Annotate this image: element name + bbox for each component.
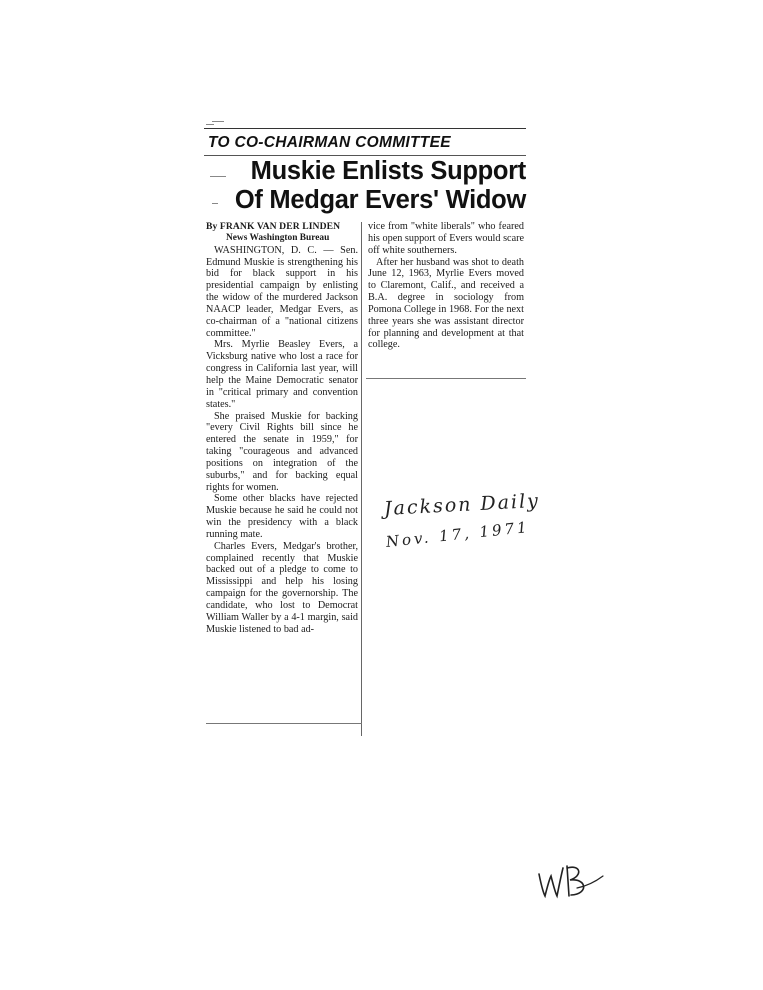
scan-speck: [210, 176, 226, 177]
paragraph: She praised Muskie for backing "every Civil Rights bill since he entered the senate in 1959," for taking "courageous and advanced positions on integration of the suburbs," and for backing equal rights for women.: [206, 410, 358, 493]
paragraph: WASHINGTON, D. C. — Sen. Edmund Muskie is strengthening his bid for black support in his presidential campaign by enlisting the widow of the murdered Jackson NAACP leader, Medgar Evers, as co-chairman of a "national citizens committee.": [206, 244, 358, 339]
kicker-rule: [204, 155, 526, 156]
scan-speck: [206, 124, 214, 125]
column-end-rule: [366, 378, 526, 379]
scan-speck: [212, 121, 224, 122]
byline: By FRANK VAN DER LINDEN: [206, 221, 341, 232]
handwritten-date-note: Nov. 17, 1971: [385, 517, 531, 551]
handwritten-initials-signature: [537, 862, 607, 902]
paragraph: Mrs. Myrlie Beasley Evers, a Vicksburg native who lost a race for congress in California last year, will help the Maine Democratic senator in "critical primary and convention states.": [206, 339, 358, 410]
paragraph: Charles Evers, Medgar's brother, complained recently that Muskie backed out of a pledge to come to Mississippi and help his losing campaign for the governorship. The candidate, who lost to Democrat William Waller by a 4-1 margin, said Muskie listened to bad ad-: [206, 540, 358, 635]
headline: [204, 157, 526, 215]
paragraph: vice from "white liberals" who feared his open support of Evers would scare off white southerners.: [368, 221, 524, 256]
top-rule: [204, 128, 526, 129]
headline-line-1: Muskie Enlists Support: [250, 157, 526, 185]
kicker-heading: TO CO-CHAIRMAN COMMITTEE: [208, 134, 451, 151]
bottom-rule: [206, 723, 362, 724]
article-column-1: [206, 221, 358, 636]
paragraph: Some other blacks have rejected Muskie because he said he could not win the presidency with a black running mate.: [206, 493, 358, 540]
column-divider: [361, 222, 362, 736]
headline-line-2: Of Medgar Evers' Widow: [234, 186, 526, 214]
paragraph: After her husband was shot to death June 12, 1963, Myrlie Evers moved to Claremont, Calif., and received a B.A. degree in sociology from Pomona College in 1968. For the next three years she was assistant director for planning and development at that college.: [368, 256, 524, 351]
handwritten-source-note: Jackson Daily: [383, 489, 541, 520]
article-column-2: [368, 221, 524, 351]
bureau-line: News Washington Bureau: [226, 232, 330, 243]
scan-speck: [212, 203, 218, 204]
